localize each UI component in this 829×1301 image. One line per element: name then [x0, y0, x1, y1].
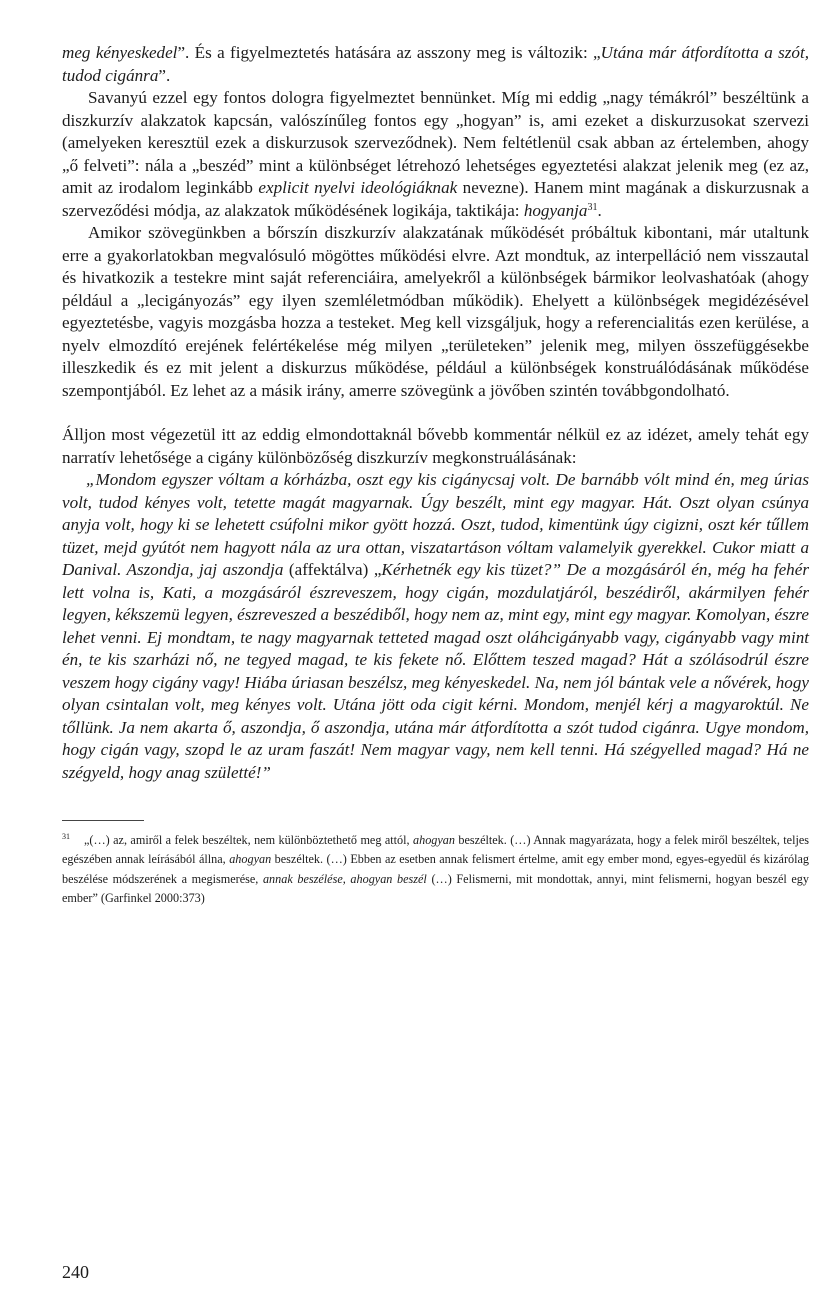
footnote-divider [62, 820, 144, 821]
italic-text: Kérhetnék egy kis tüzet?” De a mozgásáról én, még ha fehér lett volna is, Kati, a mozgásáról észreveszem, hogy cigán, mozdulatjáról, beszédiről, akármilyen fehér legyen, kékszemü legyen, észreveszed a beszédiből, hogy nem az, mint egy, mint egy magyar. Komolyan, észre lehet venni. Ej mondtam, te nagy magyarnak tetteted magad oszt oláhcigányabb vagy, cigányabb vagy mint én, te kis szarházi nő, ne tegyed magad, te kis fekete nő. Előttem teszed magad? Hát a szólásodrúl észre veszem hogy cigány vagy! Hiába úriasan beszélsz, meg kényeskedel. Na, nem jól bántak vele a nővérek, hogy olyan csintalan volt, meg kényes volt. Utána jött oda cigit kérni. Mondom, menjél kérj a magyaroktúl. Ne tőllünk. Ja nem akarta ő, aszondja, ő aszondja, utána már átfordította a szót tudod cigánra. Ugye mondom, hogy cigán vagy, szopd le az uram faszát! Nem magyar vagy, nem kell tenni. Há szégyelled magad? Há ne szégyeld, hogy anag születté!” [62, 560, 809, 782]
italic-text: meg kényeskedel [62, 43, 178, 62]
italic-text: annak beszélése, ahogyan beszél [262, 871, 427, 886]
paragraph-body: Amikor szövegünkben a bőrszín diszkurzív alakzatának működését próbáltuk kibontani, már utaltunk erre a gyakorlatokban megvalósuló mögöttes működési elvre. Azt mondtuk, az interpelláció nem visszautal és hivatkozik a testekre mint saját referenciáira, amelyekről a különbségek bármikor leolvashatóak (ahogy például a „lecigányozás” egy ilyen szemléletmódban működik). Ehelyett a különbségek megidézésével egyeztetésbe, vagyis mozgásba hozza a testeket. Meg kell vizsgáljuk, hogy a referencialitás ezen kerülése, a nyelv elmozdító erejének felértékelése még milyen „területeken” jelenik meg, milyen összefüggésekbe illeszkedik és ez mit jelent a diskurzus működése, például a különbségek konstruálódásának működése szempontjából. Ez lehet az a másik irány, amerre szövegünk a jövőben szintén továbbgondolható. [62, 223, 809, 400]
text-run: ”. [158, 65, 171, 85]
text-run: ”. És a figyelmeztetés hatására az asszony meg is változik: „ [177, 43, 601, 62]
page-number: 240 [62, 1262, 89, 1282]
italic-text: Utána már átfordította a szót, tudod cigánra [62, 43, 809, 85]
italic-text: „Mondom egyszer vóltam a kórházba, oszt egy kis cigánycsaj volt. De barnább vólt mind én, meg úrias volt, tudod kényes volt, tetette magát magyarnak. Úgy beszélt, mint egy magyar. Hát. Oszt olyan csúnya anyja volt, hogy ki se lehetett csúfolni mikor gyött hozzá. Oszt, tudod, kimentünk úgy cigizni, oszt kér tűllem tüzet, mejd gyútót nem hagyott nála az ura ottan, viszatartáson vóltam valamelyik gyerekkel. Cukor miatt a Danival. Aszondja, jaj aszondja [62, 470, 809, 579]
text-run: Savanyú ezzel egy fontos dologra figyelmeztet bennünket. Míg mi eddig „nagy témákról” beszéltünk a diszkurzív alakzatok kapcsán, valószínűleg fontos egy „hogyan” is, ami ezeket a diskurzusokat szervezi (amelyeken keresztül ezek a diskurzusok szerveződnek). Nem feltétlenül csak abban az értelemben, ahogy „ő felveti”: nála a „beszéd” mint a különbséget létrehozó lehetséges egyeztetési alakzat jelenik meg (ez az, amit az irodalom leginkább [62, 88, 809, 197]
text-run: „(…) az, amiről a felek beszéltek, nem különböztethető meg attól, [84, 833, 413, 847]
italic-text: explicit nyelvi ideológiáknak [258, 178, 458, 197]
text-run: (affektálva) „ [283, 560, 382, 579]
block-quote [62, 469, 809, 784]
text-run: beszéltek. (…) Ebben az esetben annak felismert értelme, amit egy ember mond, egyes-egyedül és kizárólag beszélése módszerének a megismerése, [62, 852, 809, 886]
paragraph-savanyu [62, 87, 809, 222]
paragraph-intro-fragment [62, 42, 809, 87]
text-run: nevezne). Hanem mint magának a diskurzusnak a szerveződési módja, az alakzatok működésének logikája, taktikája: [62, 178, 809, 220]
footnote-number: 31 [62, 832, 70, 841]
text-run: (…) Felismerni, mit mondottak, annyi, mint felismerni, hogyan beszél egy ember” (Garfinkel 2000:373) [62, 871, 809, 906]
paragraph-quote-intro: Álljon most végezetül itt az eddig elmondottaknál bővebb kommentár nélkül ez az idézet, amely tehát egy narratív lehetősége a cigány különbözőség diszkurzív megkonstruálásának: [62, 425, 809, 467]
text-run: beszéltek. (…) Annak magyarázata, hogy a felek miről beszéltek, teljes egészében annak leírásából állna, [62, 833, 810, 867]
italic-text: ahogyan [229, 852, 272, 867]
text-run: . [597, 200, 602, 220]
italic-text: ahogyan [413, 833, 455, 847]
italic-text: hogyanja [523, 200, 588, 220]
quote-text [62, 469, 809, 784]
footnote [62, 831, 809, 909]
footnote-text [62, 831, 809, 909]
footnote-reference[interactable]: 31 [587, 201, 598, 213]
